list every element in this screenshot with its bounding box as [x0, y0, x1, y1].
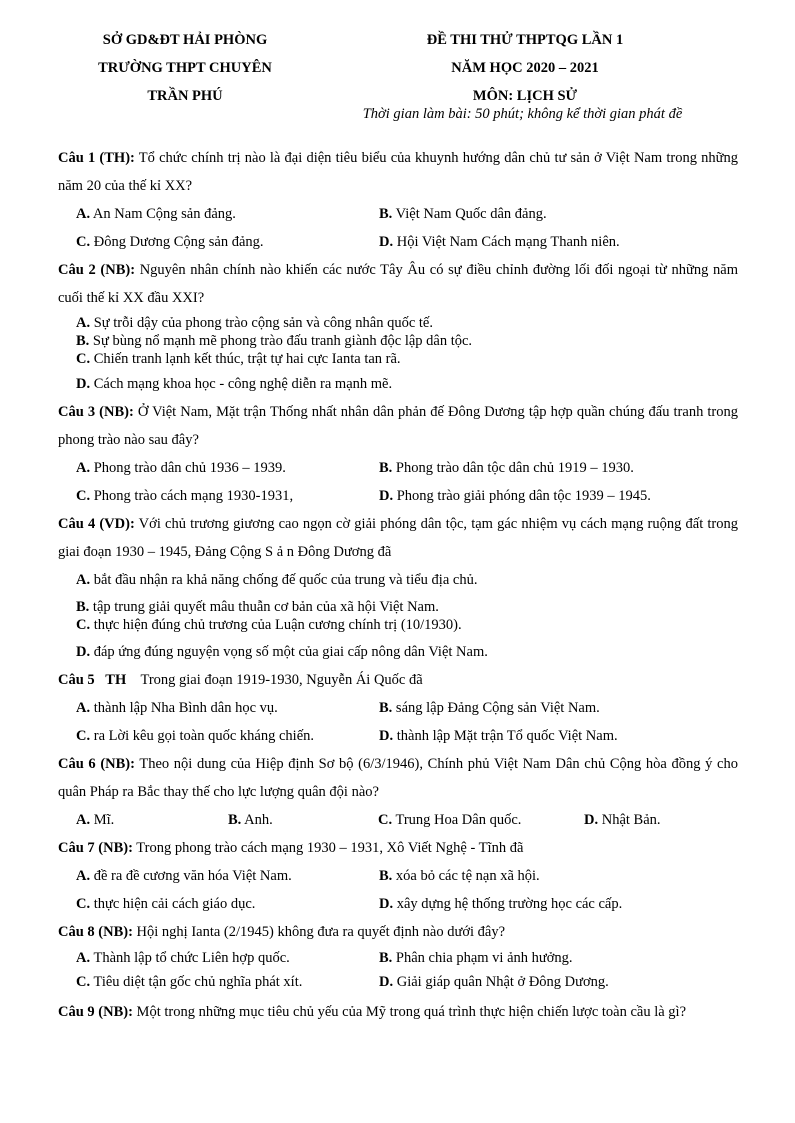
question-6 [58, 750, 738, 806]
question-2-options [76, 312, 738, 398]
question-9 [58, 998, 738, 1026]
school-name-line2: TRẦN PHÚ [147, 88, 223, 104]
question-text: Trong phong trào cách mạng 1930 – 1931, Xô Viết Nghệ - Tĩnh đã [132, 840, 524, 856]
option-c[interactable]: C. ra Lời kêu gọi toàn quốc kháng chiến. [76, 728, 315, 744]
option-a[interactable]: A. đề ra đề cương văn hóa Việt Nam. [76, 868, 292, 884]
option-d[interactable]: D. xây dựng hệ thống trường học các cấp. [379, 896, 623, 912]
option-b[interactable]: B. Sự bùng nổ mạnh mẽ phong trào đấu tranh giành độc lập dân tộc. [76, 333, 473, 349]
question-5-options [76, 694, 738, 750]
option-d[interactable]: D. đáp ứng đúng nguyện vọng số một của giai cấp nông dân Việt Nam. [76, 644, 488, 660]
option-d[interactable]: D. Giải giáp quân Nhật ở Đông Dương. [379, 974, 609, 990]
option-a[interactable]: A. Mĩ. [76, 812, 115, 828]
question-6-options [76, 806, 738, 834]
question-4-options [76, 566, 738, 666]
option-c[interactable]: C. thực hiện cải cách giáo dục. [76, 896, 256, 912]
option-c[interactable]: C. Đông Dương Cộng sản đảng. [76, 234, 264, 250]
option-d[interactable]: D. Phong trào giải phóng dân tộc 1939 – 1945. [379, 488, 651, 504]
option-a[interactable]: A. An Nam Cộng sản đảng. [76, 206, 236, 222]
option-a[interactable]: A. Thành lập tổ chức Liên hợp quốc. [76, 950, 290, 966]
question-label: Câu 8 (NB): [58, 924, 133, 940]
option-c[interactable]: C. Chiến tranh lạnh kết thúc, trật tự hai cực Ianta tan rã. [76, 351, 401, 367]
school-header [60, 26, 310, 110]
school-name-line1: TRƯỜNG THPT CHUYÊN [98, 60, 272, 76]
option-b[interactable]: B. Việt Nam Quốc dân đảng. [379, 206, 547, 222]
option-c[interactable]: C. Phong trào cách mạng 1930-1931, [76, 488, 294, 504]
question-4 [58, 510, 738, 566]
department-name: SỞ GD&ĐT HẢI PHÒNG [102, 32, 268, 48]
option-d[interactable]: D. Cách mạng khoa học - công nghệ diễn ra mạnh mẽ. [76, 376, 393, 392]
option-b[interactable]: B. Anh. [228, 812, 273, 828]
question-label: Câu 3 (NB): [58, 404, 134, 420]
question-text: Với chủ trương giương cao ngọn cờ giải phóng dân tộc, tạm gác nhiệm vụ cách mạng ruộng đất trong giai đoạn 1930 – 1945, Đảng Cộng S ả n Đông Dương đã [58, 516, 738, 560]
question-text: Một trong những mục tiêu chủ yếu của Mỹ trong quá trình thực hiện chiến lược toàn cầu là gì? [132, 1004, 687, 1020]
question-label: Câu 1 (TH): [58, 150, 135, 166]
exam-time: Thời gian làm bài: 50 phút; không kể thời gian phát đề [362, 106, 683, 122]
questions-list [58, 144, 738, 1026]
exam-header [380, 26, 670, 110]
question-label: Câu 2 (NB): [58, 262, 136, 278]
option-d[interactable]: D. Nhật Bản. [584, 812, 661, 828]
option-c[interactable]: C. Tiêu diệt tận gốc chủ nghĩa phát xít. [76, 974, 303, 990]
question-3 [58, 398, 738, 454]
question-label: Câu 6 (NB): [58, 756, 135, 772]
question-text: Tổ chức chính trị nào là đại diện tiêu biểu của khuynh hướng dân chủ tư sản ở Việt Nam trong những năm 20 của thế kỉ XX? [58, 150, 738, 194]
question-text: Trong giai đoạn 1919-1930, Nguyễn Ái Quốc đã [126, 672, 423, 688]
option-a[interactable]: A. bắt đầu nhận ra khả năng chống đế quốc của trung và tiểu địa chủ. [76, 572, 478, 588]
option-c[interactable]: C. thực hiện đúng chủ trương của Luận cương chính trị (10/1930). [76, 617, 462, 633]
question-label: Câu 5 TH [58, 672, 127, 688]
question-1 [58, 144, 738, 200]
option-a[interactable]: A. thành lập Nha Bình dân học vụ. [76, 700, 278, 716]
question-1-options [76, 200, 738, 256]
option-b[interactable]: B. xóa bỏ các tệ nạn xã hội. [379, 868, 540, 884]
school-year: NĂM HỌC 2020 – 2021 [451, 60, 599, 76]
question-text: Nguyên nhân chính nào khiến các nước Tây Âu có sự điều chỉnh đường lối đối ngoại từ những năm cuối thế kỉ XX đầu XXI? [58, 262, 738, 306]
question-3-options [76, 454, 738, 510]
question-5 [58, 666, 738, 694]
option-b[interactable]: B. Phân chia phạm vi ảnh hưởng. [379, 950, 573, 966]
option-b[interactable]: B. sáng lập Đảng Cộng sản Việt Nam. [379, 700, 600, 716]
exam-title: ĐỀ THI THỬ THPTQG LẦN 1 [426, 32, 624, 48]
option-a[interactable]: A. Sự trỗi dậy của phong trào cộng sản và công nhân quốc tế. [76, 315, 433, 331]
subject: MÔN: LỊCH SỬ [472, 88, 578, 104]
question-7-options [76, 862, 738, 918]
option-a[interactable]: A. Phong trào dân chủ 1936 – 1939. [76, 460, 286, 476]
question-2 [58, 256, 738, 312]
question-text: Theo nội dung của Hiệp định Sơ bộ (6/3/1946), Chính phủ Việt Nam Dân chủ Cộng hòa đồng ý cho quân Pháp ra Bắc thay thế cho lực lượng quân đội nào? [58, 756, 738, 800]
question-text: Hội nghị Ianta (2/1945) không đưa ra quyết định nào dưới đây? [132, 924, 506, 940]
question-label: Câu 7 (NB): [58, 840, 133, 856]
question-7 [58, 834, 738, 862]
question-8 [58, 918, 738, 946]
question-text: Ở Việt Nam, Mặt trận Thống nhất nhân dân phản đế Đông Dương tập hợp quần chúng đấu tranh trong phong trào nào sau đây? [58, 404, 738, 448]
question-8-options [76, 946, 738, 994]
option-b[interactable]: B. tập trung giải quyết mâu thuẫn cơ bản của xã hội Việt Nam. [76, 599, 439, 615]
option-d[interactable]: D. Hội Việt Nam Cách mạng Thanh niên. [379, 234, 620, 250]
option-d[interactable]: D. thành lập Mặt trận Tổ quốc Việt Nam. [379, 728, 618, 744]
question-label: Câu 4 (VD): [58, 516, 135, 532]
question-label: Câu 9 (NB): [58, 1004, 133, 1020]
option-c[interactable]: C. Trung Hoa Dân quốc. [378, 812, 522, 828]
option-b[interactable]: B. Phong trào dân tộc dân chủ 1919 – 1930. [379, 460, 634, 476]
